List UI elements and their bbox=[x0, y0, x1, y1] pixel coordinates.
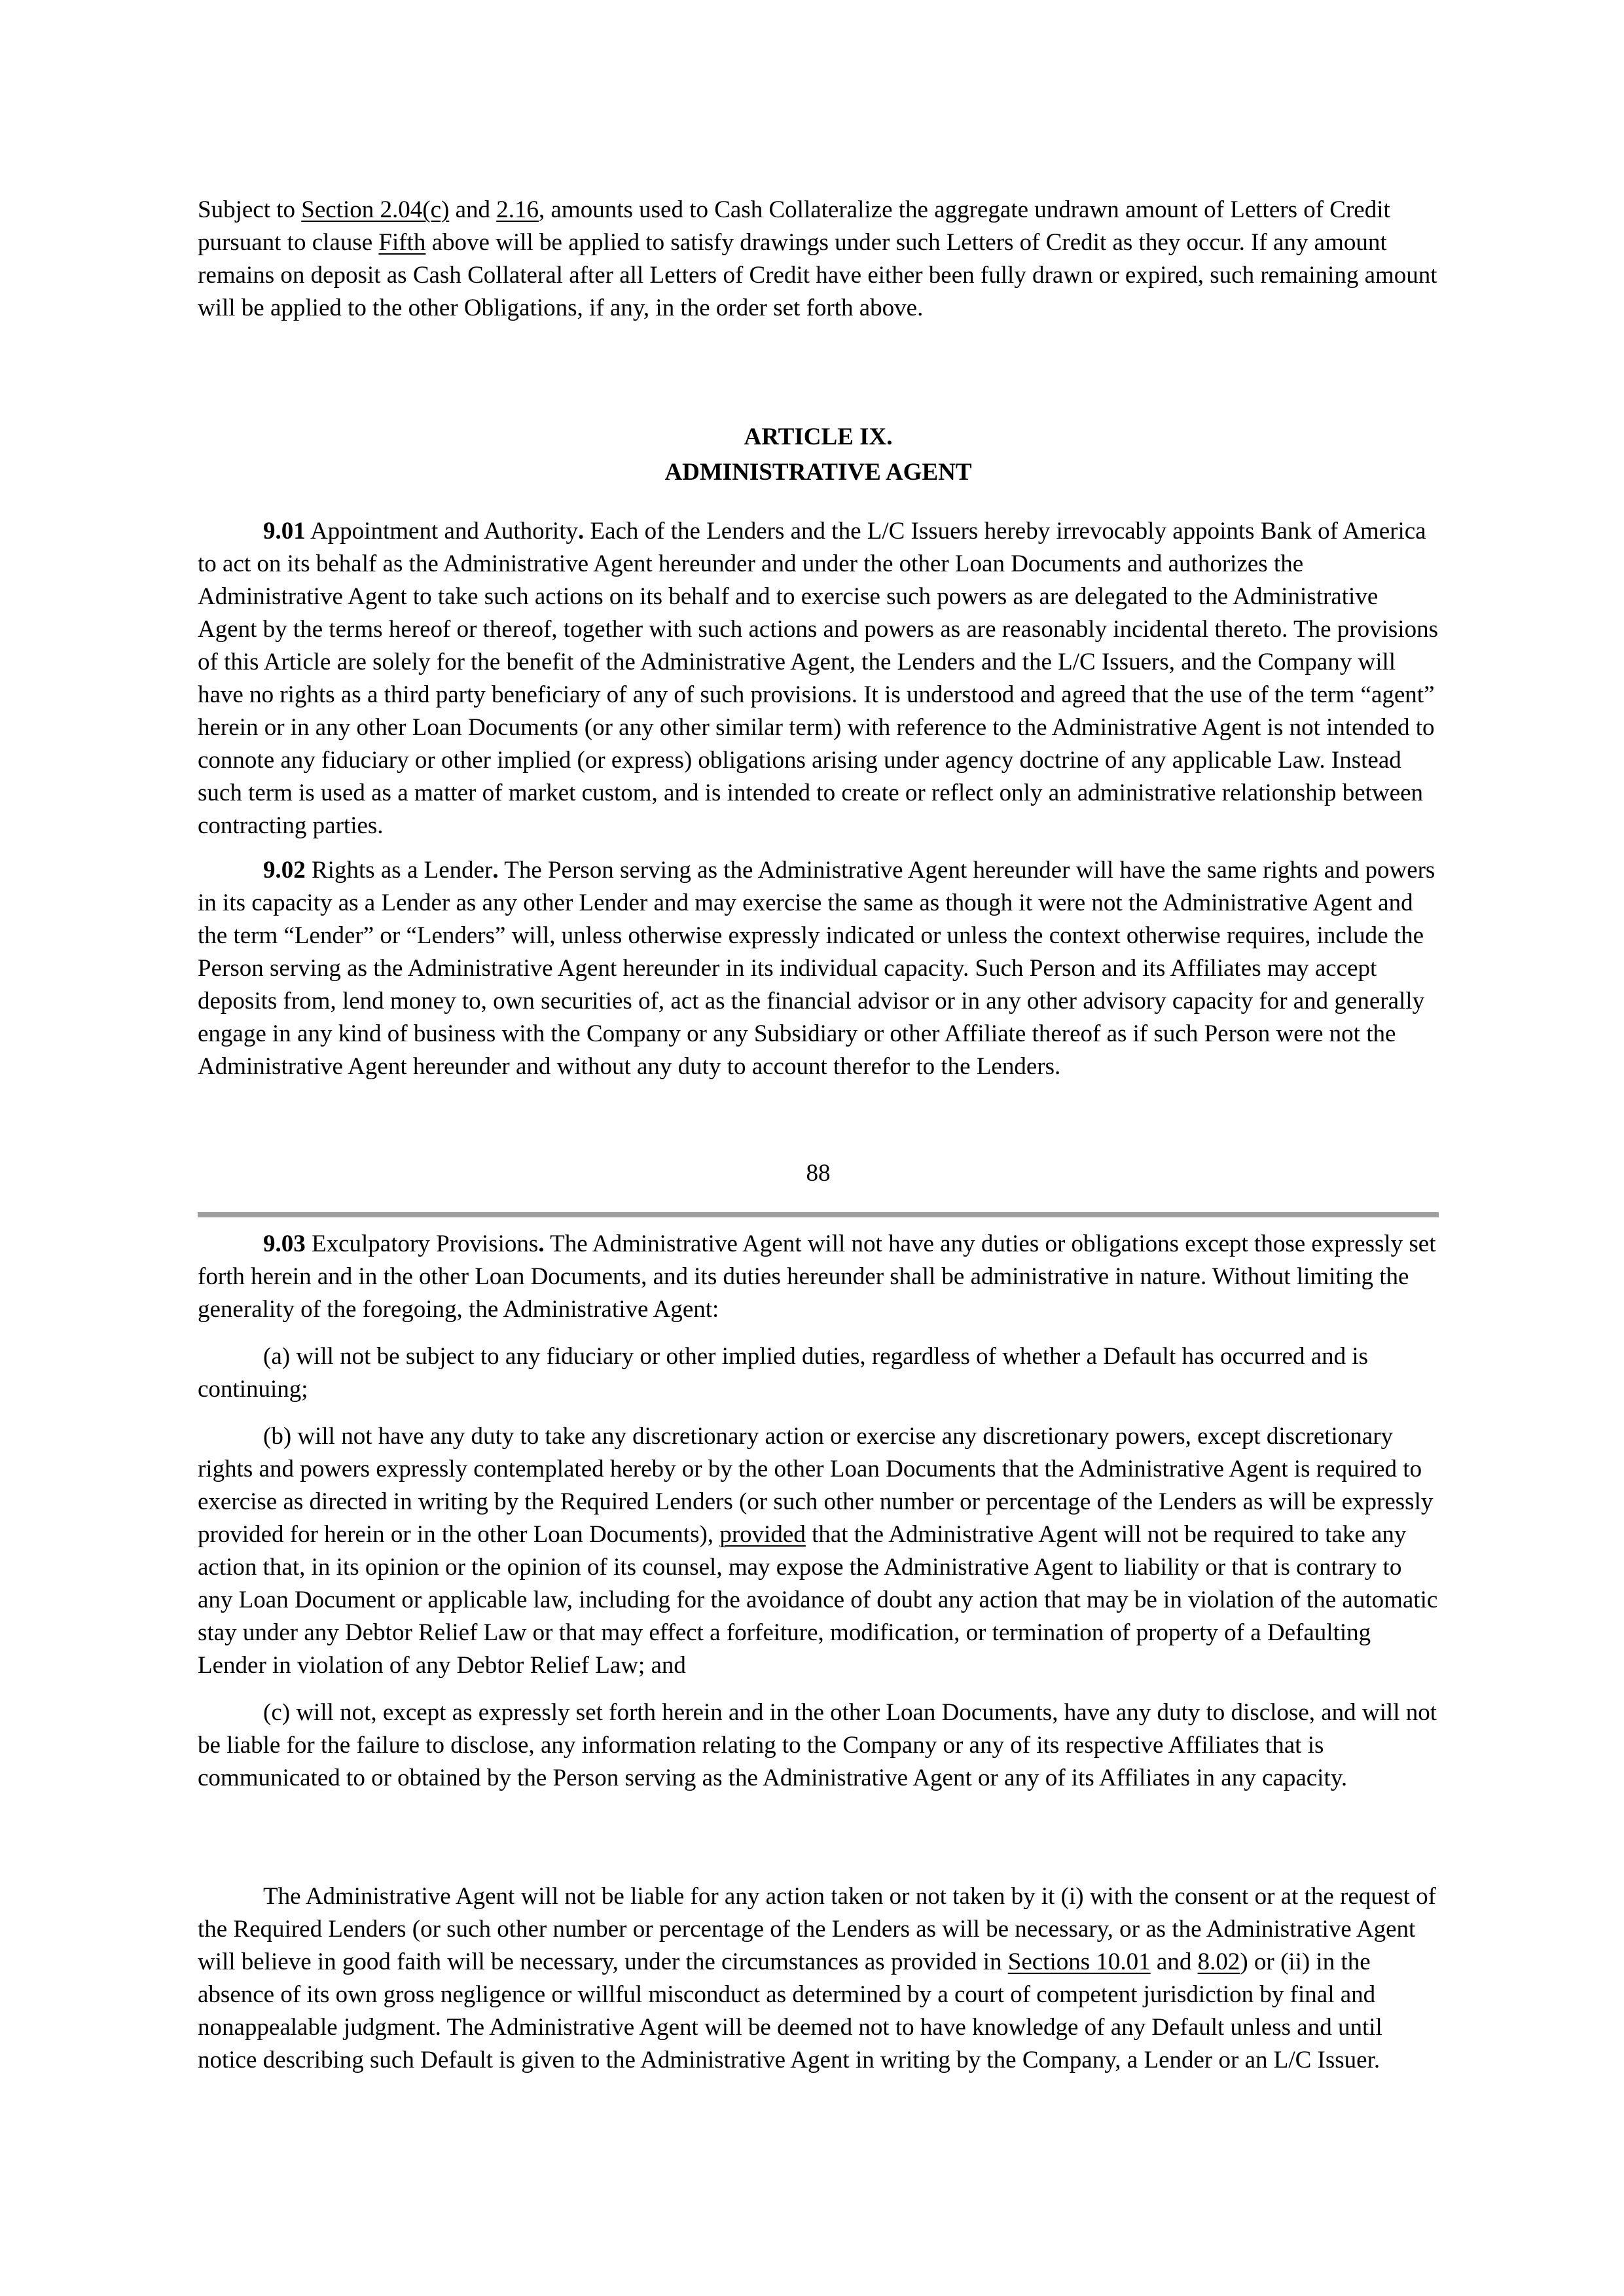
carryover-section bbox=[198, 194, 1439, 325]
section-903-block bbox=[198, 1228, 1439, 1795]
clause-a: (a) will not be subject to any fiduciary or other implied duties, regardless of whether a Default has occurred and is continuing; bbox=[198, 1343, 1369, 1403]
section-2-04c-reference: Section 2.04(c) bbox=[301, 196, 450, 223]
final-section bbox=[198, 1880, 1439, 2077]
article-heading bbox=[198, 420, 1439, 490]
article-title: ADMINISTRATIVE AGENT bbox=[664, 459, 972, 486]
clause-c: (c) will not, except as expressly set forth herein and in the other Loan Documents, have any duty to disclose, and will not be liable for the failure to disclose, any information relating to the Company or any of its respective Affiliates that is communicated to or obtained by the Person serving as the Administrative Agent or any of its Affiliates in any capacity. bbox=[198, 1699, 1437, 1791]
clause-b: (b) will not have any duty to take any discretionary action or exercise any discretionary powers, except discretionary rights and powers expressly contemplated hereby or by the other Loan Documents that the Administrative Agent is required to exercise as directed in writing by the Required Lenders (or such other number or percentage of the Lenders as will be expressly provided for herein or in the other Loan Documents), provided that the Administrative Agent will not be required to take any action that, in its opinion or the opinion of its counsel, may expose the Administrative Agent to liability or that is contrary to any Loan Document or applicable law, including for the avoidance of doubt any action that may be in violation of the automatic stay under any Debtor Relief Law or that may effect a forfeiture, modification, or termination of property of a Defaulting Lender in violation of any Debtor Relief Law; and bbox=[198, 1423, 1438, 1679]
section-heading: Rights as a Lender bbox=[305, 857, 493, 884]
section-number: 9.02 bbox=[263, 857, 306, 884]
provided-term: provided bbox=[719, 1521, 806, 1548]
section-9-03: 9.03 Exculpatory Provisions. The Administrative Agent will not have any duties or obligations except those expressly set forth herein and in the other Loan Documents, and its duties hereunder shall be administrative in nature. Without limiting the generality of the foregoing, the Administrative Agent: bbox=[198, 1230, 1436, 1323]
section-heading: Appointment and Authority bbox=[305, 518, 578, 545]
carryover-paragraph: Subject to Section 2.04(c) and 2.16, amounts used to Cash Collateralize the aggregate undrawn amount of Letters of Credit pursuant to clause Fifth above will be applied to satisfy drawings under such Letters of Credit as they occur. If any amount remains on deposit as Cash Collateral after all Letters of Credit have either been fully drawn or expired, such remaining amount will be applied to the other Obligations, if any, in the order set forth above. bbox=[198, 196, 1437, 321]
page-footer bbox=[198, 1157, 1439, 1190]
section-10-01-reference: Sections 10.01 bbox=[1007, 1948, 1151, 1975]
section-body: The Administrative Agent will not have any duties or obligations except those expressly set forth herein and in the other Loan Documents, and its duties hereunder shall be administrative in nature. Without limiting the generality of the foregoing, the Administrative Agent: bbox=[198, 1230, 1436, 1323]
section-heading: Exculpatory Provisions bbox=[305, 1230, 539, 1257]
page-break-divider bbox=[198, 1212, 1439, 1217]
section-9-02: 9.02 Rights as a Lender. The Person serving as the Administrative Agent hereunder will have the same rights and powers in its capacity as a Lender as any other Lender and may exercise the same as though it were not the Administrative Agent and the term “Lender” or “Lenders” will, unless otherwise expressly indicated or unless the context otherwise requires, include the Person serving as the Administrative Agent hereunder in its individual capacity. Such Person and its Affiliates may accept deposits from, lend money to, own securities of, act as the financial advisor or in any other advisory capacity for and generally engage in any kind of business with the Company or any Subsidiary or other Affiliate thereof as if such Person were not the Administrative Agent hereunder and without any duty to account therefor to the Lenders. bbox=[198, 857, 1435, 1080]
section-body: Each of the Lenders and the L/C Issuers hereby irrevocably appoints Bank of America to act on its behalf as the Administrative Agent hereunder and under the other Loan Documents and authorizes the Administrative Agent to take such actions on its behalf and to exercise such powers as are delegated to the Administrative Agent by the terms hereof or thereof, together with such actions and powers as are reasonably incidental thereto. The provisions of this Article are solely for the benefit of the Administrative Agent, the Lenders and the L/C Issuers, and the Company will have no rights as a third party beneficiary of any of such provisions. It is understood and agreed that the use of the term “agent” herein or in any other Loan Documents (or any other similar term) with reference to the Administrative Agent is not intended to connote any fiduciary or other implied (or express) obligations arising under agency doctrine of any applicable Law. Instead such term is used as a matter of market custom, and is intended to create or reflect only an administrative relationship between contracting parties. bbox=[198, 518, 1438, 839]
section-9-01: 9.01 Appointment and Authority. Each of the Lenders and the L/C Issuers hereby irrevocably appoints Bank of America to act on its behalf as the Administrative Agent hereunder and under the other Loan Documents and authorizes the Administrative Agent to take such actions on its behalf and to exercise such powers as are delegated to the Administrative Agent by the terms hereof or thereof, together with such actions and powers as are reasonably incidental thereto. The provisions of this Article are solely for the benefit of the Administrative Agent, the Lenders and the L/C Issuers, and the Company will have no rights as a third party beneficiary of any of such provisions. It is understood and agreed that the use of the term “agent” herein or in any other Loan Documents (or any other similar term) with reference to the Administrative Agent is not intended to connote any fiduciary or other implied (or express) obligations arising under agency doctrine of any applicable Law. Instead such term is used as a matter of market custom, and is intended to create or reflect only an administrative relationship between contracting parties. bbox=[198, 518, 1438, 839]
section-body: The Person serving as the Administrative Agent hereunder will have the same rights and powers in its capacity as a Lender as any other Lender and may exercise the same as though it were not the Administrative Agent and the term “Lender” or “Lenders” will, unless otherwise expressly indicated or unless the context otherwise requires, include the Person serving as the Administrative Agent hereunder in its individual capacity. Such Person and its Affiliates may accept deposits from, lend money to, own securities of, act as the financial advisor or in any other advisory capacity for and generally engage in any kind of business with the Company or any Subsidiary or other Affiliate thereof as if such Person were not the Administrative Agent hereunder and without any duty to account therefor to the Lenders. bbox=[198, 857, 1435, 1080]
section-number: 9.03 bbox=[263, 1230, 306, 1257]
section-number: 9.01 bbox=[263, 518, 306, 545]
page-number: 88 bbox=[806, 1160, 831, 1187]
article-number: ARTICLE IX. bbox=[744, 423, 893, 450]
final-paragraph: The Administrative Agent will not be liable for any action taken or not taken by it (i) with the consent or at the request of the Required Lenders (or such other number or percentage of the Lenders as will be necessary, or as the Administrative Agent will believe in good faith will be necessary, under the circumstances as provided in Sections 10.01 and 8.02) or (ii) in the absence of its own gross negligence or willful misconduct as determined by a court of competent jurisdiction by final and nonappealable judgment. The Administrative Agent will be deemed not to have knowledge of any Default unless and until notice describing such Default is given to the Administrative Agent in writing by the Company, a Lender or an L/C Issuer. bbox=[198, 1883, 1436, 2073]
sections-901-902 bbox=[198, 515, 1439, 1083]
section-2-16-reference: 2.16 bbox=[496, 196, 539, 223]
section-8-02-reference: 8.02 bbox=[1197, 1948, 1240, 1975]
clause-fifth-reference: Fifth bbox=[378, 229, 426, 256]
